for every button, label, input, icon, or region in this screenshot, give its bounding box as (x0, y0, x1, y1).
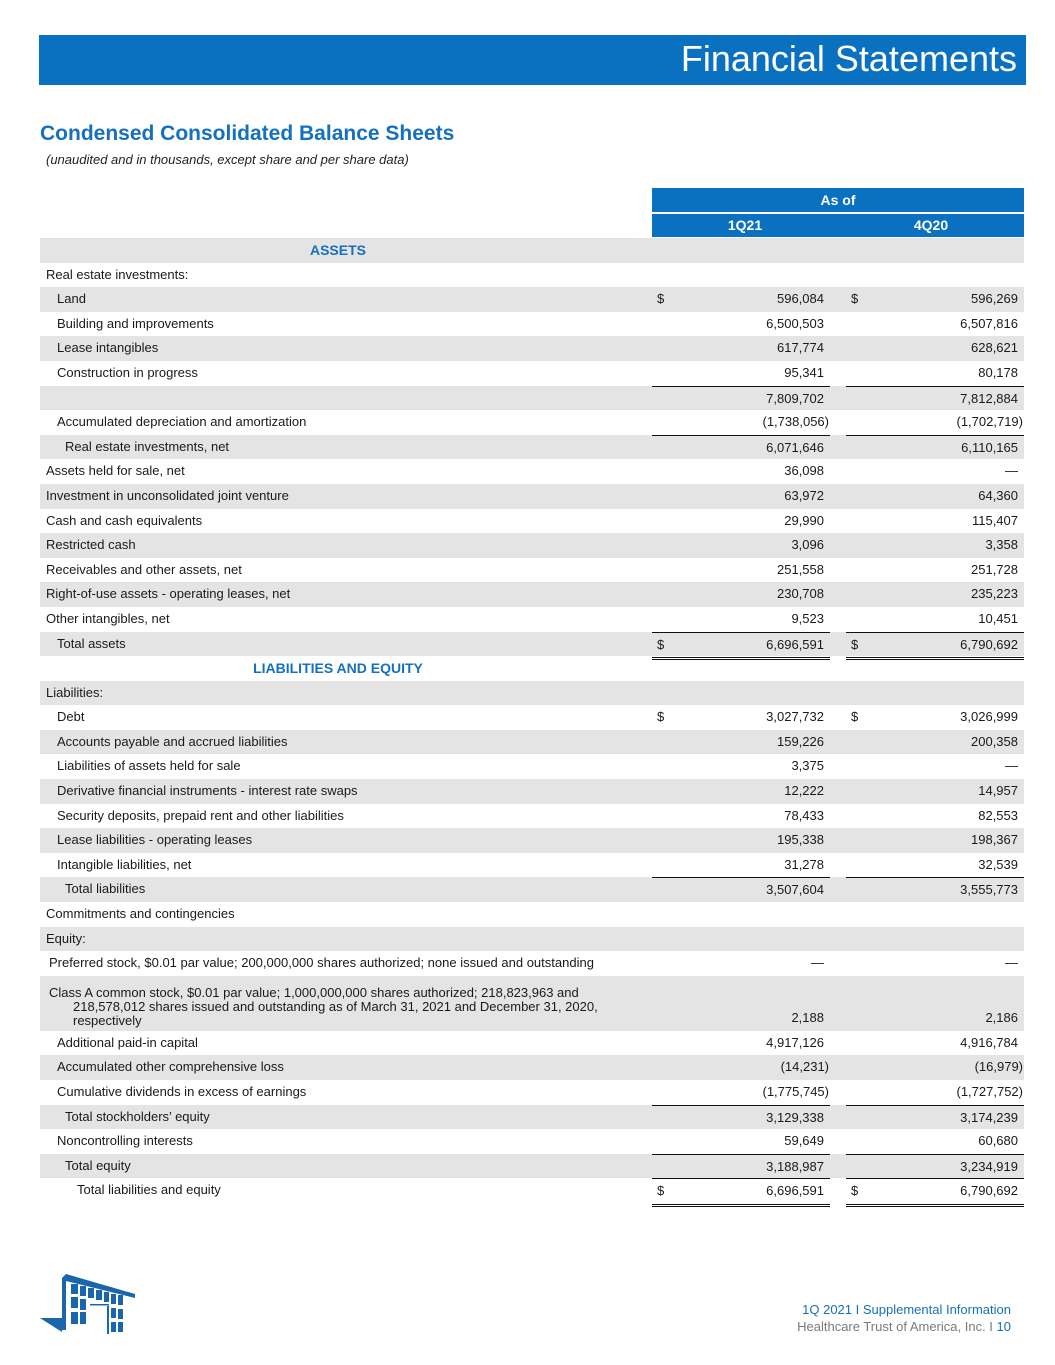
value-4q20: 3,358 (985, 537, 1018, 553)
table-row (40, 484, 1024, 509)
value-1q21: 6,500,503 (766, 315, 824, 331)
table-row (40, 287, 1024, 312)
value-1q21: 230,708 (777, 586, 824, 602)
footer-company-name: Healthcare Trust of America, Inc. I (797, 1319, 997, 1334)
value-1q21: 159,226 (777, 733, 824, 749)
value-4q20: 235,223 (971, 586, 1018, 602)
row-label: Total equity (65, 1157, 131, 1173)
table-row (40, 459, 1024, 484)
value-4q20: 6,507,816 (960, 315, 1018, 331)
value-1q21: 3,507,604 (766, 882, 824, 898)
value-1q21: 31,278 (784, 856, 824, 872)
table-row (40, 533, 1024, 558)
table-row (40, 1129, 1024, 1154)
value-1q21: 251,558 (777, 561, 824, 577)
value-1q21: 95,341 (784, 364, 824, 380)
table-row (40, 1080, 1024, 1105)
table-row (40, 410, 1024, 435)
row-label: Real estate investments: (46, 266, 189, 282)
row-label: Investment in unconsolidated joint venture (46, 487, 289, 503)
row-label: Construction in progress (57, 364, 198, 380)
value-1q21: 3,375 (791, 758, 824, 774)
value-1q21: 78,433 (784, 807, 824, 823)
table-row (40, 509, 1024, 534)
currency-symbol: $ (851, 709, 859, 725)
value-1q21: 6,071,646 (766, 439, 824, 455)
value-1q21: 12,222 (784, 783, 824, 799)
row-label: Real estate investments, net (65, 438, 230, 454)
row-label: Lease liabilities - operating leases (57, 832, 253, 848)
table-row-subtotal (40, 1105, 1024, 1130)
table-row (40, 902, 1024, 927)
row-label: Liabilities: (46, 684, 104, 700)
value-4q20: 115,407 (971, 512, 1018, 528)
value-1q21: 9,523 (791, 610, 824, 626)
value-1q21: 59,649 (784, 1133, 824, 1149)
row-label: Liabilities of assets held for sale (57, 758, 241, 774)
currency-symbol: $ (657, 1183, 665, 1199)
section-header-liabilities-equity (40, 656, 1024, 681)
value-4q20: 32,539 (978, 856, 1018, 872)
row-label-continuation: 218,578,012 shares issued and outstanding as of March 31, 2021 and December 31, 2020, respectively (73, 998, 598, 1028)
table-row (40, 804, 1024, 829)
row-label: Receivables and other assets, net (46, 561, 242, 577)
section-header-assets (40, 238, 1024, 263)
row-label: Equity: (46, 930, 86, 946)
value-1q21: (1,738,056) (762, 414, 829, 430)
value-1q21: (14,231) (780, 1059, 829, 1075)
section-label: ASSETS (309, 242, 366, 258)
value-4q20: 64,360 (978, 487, 1018, 503)
value-1q21: 6,696,591 (766, 1183, 824, 1199)
value-4q20: — (1005, 955, 1018, 971)
column-header-row (652, 214, 1024, 237)
value-1q21: 36,098 (784, 463, 824, 479)
table-row (40, 853, 1024, 878)
value-4q20: 4,916,784 (960, 1034, 1018, 1050)
currency-symbol: $ (657, 636, 665, 652)
row-label (49, 986, 639, 1028)
table-row (40, 681, 1024, 706)
row-label: Intangible liabilities, net (57, 856, 192, 872)
table-row-subtotal (40, 435, 1024, 460)
table-row (40, 312, 1024, 337)
row-label: Total liabilities and equity (77, 1182, 221, 1198)
value-4q20: (16,979) (974, 1059, 1023, 1075)
value-1q21: (1,775,745) (762, 1084, 829, 1099)
table-row (40, 582, 1024, 607)
page-number: 10 (996, 1319, 1011, 1334)
currency-symbol: $ (851, 1183, 859, 1199)
table-row (40, 263, 1024, 288)
value-4q20: 82,553 (978, 807, 1018, 823)
table-row (40, 927, 1024, 952)
currency-symbol: $ (657, 291, 665, 307)
table-row (40, 1055, 1024, 1080)
value-4q20: — (1005, 758, 1018, 774)
value-4q20: 2,186 (985, 1010, 1018, 1026)
value-4q20: 80,178 (978, 364, 1018, 380)
column-header-1q21: 1Q21 (727, 217, 763, 233)
row-label: Noncontrolling interests (57, 1133, 193, 1149)
balance-sheet-table (40, 238, 1024, 1203)
table-row-subtotal (40, 877, 1024, 902)
value-1q21: 63,972 (784, 487, 824, 503)
table-row (40, 779, 1024, 804)
value-1q21: 4,917,126 (766, 1034, 824, 1050)
value-1q21: 617,774 (777, 340, 824, 356)
row-label: Total stockholders’ equity (65, 1108, 210, 1124)
row-label: Cash and cash equivalents (46, 512, 203, 528)
row-label: Additional paid-in capital (57, 1034, 198, 1050)
banner-title: Financial Statements (680, 38, 1017, 79)
row-label: Accounts payable and accrued liabilities (57, 733, 288, 749)
row-label: Other intangibles, net (46, 610, 170, 626)
value-4q20: 251,728 (971, 561, 1018, 577)
row-label: Lease intangibles (57, 340, 159, 356)
value-4q20: 14,957 (978, 783, 1018, 799)
row-label: Accumulated other comprehensive loss (57, 1059, 284, 1075)
value-1q21: 3,027,732 (766, 709, 824, 725)
currency-symbol: $ (657, 709, 665, 725)
table-row-total (40, 632, 1024, 657)
row-label: Land (57, 291, 86, 307)
row-label: Assets held for sale, net (46, 463, 185, 479)
statement-title: Condensed Consolidated Balance Sheets (40, 122, 455, 145)
value-4q20: — (1005, 463, 1018, 479)
value-4q20: 60,680 (978, 1133, 1018, 1149)
value-4q20: 596,269 (971, 291, 1018, 307)
value-4q20: 10,451 (978, 610, 1018, 626)
row-label: Cumulative dividends in excess of earnings (57, 1084, 307, 1099)
value-1q21: 3,129,338 (766, 1109, 824, 1125)
table-row-subtotal (40, 1154, 1024, 1179)
value-1q21: 3,096 (791, 537, 824, 553)
value-4q20: 628,621 (971, 340, 1018, 356)
value-1q21: 7,809,702 (766, 390, 824, 406)
value-4q20: 6,790,692 (960, 636, 1018, 652)
row-label: Derivative financial instruments - interest rate swaps (57, 783, 358, 799)
row-label: Right-of-use assets - operating leases, net (46, 586, 291, 602)
value-4q20: (1,702,719) (956, 414, 1023, 430)
table-row (40, 828, 1024, 853)
row-label-line1: Class A common stock, $0.01 par value; 1,000,000,000 shares authorized; 218,823,963 and (49, 984, 579, 1000)
value-1q21: 3,188,987 (766, 1158, 824, 1174)
statement-subtitle: (unaudited and in thousands, except share and per share data) (46, 152, 409, 167)
table-row (40, 336, 1024, 361)
value-4q20: (1,727,752) (956, 1084, 1023, 1099)
table-row (40, 754, 1024, 779)
row-label: Restricted cash (46, 537, 136, 553)
value-1q21: 6,696,591 (766, 636, 824, 652)
value-1q21: 2,188 (791, 1010, 824, 1026)
row-label: Security deposits, prepaid rent and other liabilities (57, 807, 344, 823)
table-row (40, 607, 1024, 632)
currency-symbol: $ (851, 636, 859, 652)
value-1q21: 29,990 (784, 512, 824, 528)
row-label: Total liabilities (65, 881, 146, 897)
value-4q20: 7,812,884 (960, 390, 1018, 406)
currency-symbol: $ (851, 291, 859, 307)
table-row (40, 558, 1024, 583)
table-row (40, 1031, 1024, 1056)
column-header-4q20: 4Q20 (913, 217, 949, 233)
column-group-header: As of (652, 188, 1024, 212)
row-label: Debt (57, 709, 85, 725)
row-label: Commitments and contingencies (46, 906, 235, 922)
value-1q21: 195,338 (777, 832, 824, 848)
section-label: LIABILITIES AND EQUITY (253, 660, 423, 677)
value-4q20: 6,790,692 (960, 1183, 1018, 1199)
row-label: Accumulated depreciation and amortization (57, 414, 307, 430)
value-4q20: 3,555,773 (960, 882, 1018, 898)
value-4q20: 3,026,999 (960, 709, 1018, 725)
table-row (40, 705, 1024, 730)
value-4q20: 3,234,919 (960, 1158, 1018, 1174)
row-label: Preferred stock, $0.01 par value; 200,000,000 shares authorized; none issued and outstanding (49, 955, 594, 971)
footer-company (797, 1319, 1011, 1334)
company-logo-building-icon (40, 1272, 135, 1345)
value-4q20: 200,358 (971, 733, 1018, 749)
table-row (40, 361, 1024, 386)
table-row (40, 730, 1024, 755)
footer-report-label: 1Q 2021 I Supplemental Information (802, 1302, 1011, 1317)
value-4q20: 3,174,239 (960, 1109, 1018, 1125)
header-banner (39, 35, 1026, 85)
row-label: Total assets (57, 635, 126, 651)
table-row (40, 951, 1024, 976)
value-1q21: — (811, 955, 824, 971)
table-row (40, 976, 1024, 1031)
row-label: Building and improvements (57, 315, 214, 331)
table-row-subtotal (40, 386, 1024, 411)
value-1q21: 596,084 (777, 291, 824, 307)
value-4q20: 198,367 (971, 832, 1018, 848)
value-4q20: 6,110,165 (961, 439, 1018, 455)
table-row-total (40, 1178, 1024, 1203)
